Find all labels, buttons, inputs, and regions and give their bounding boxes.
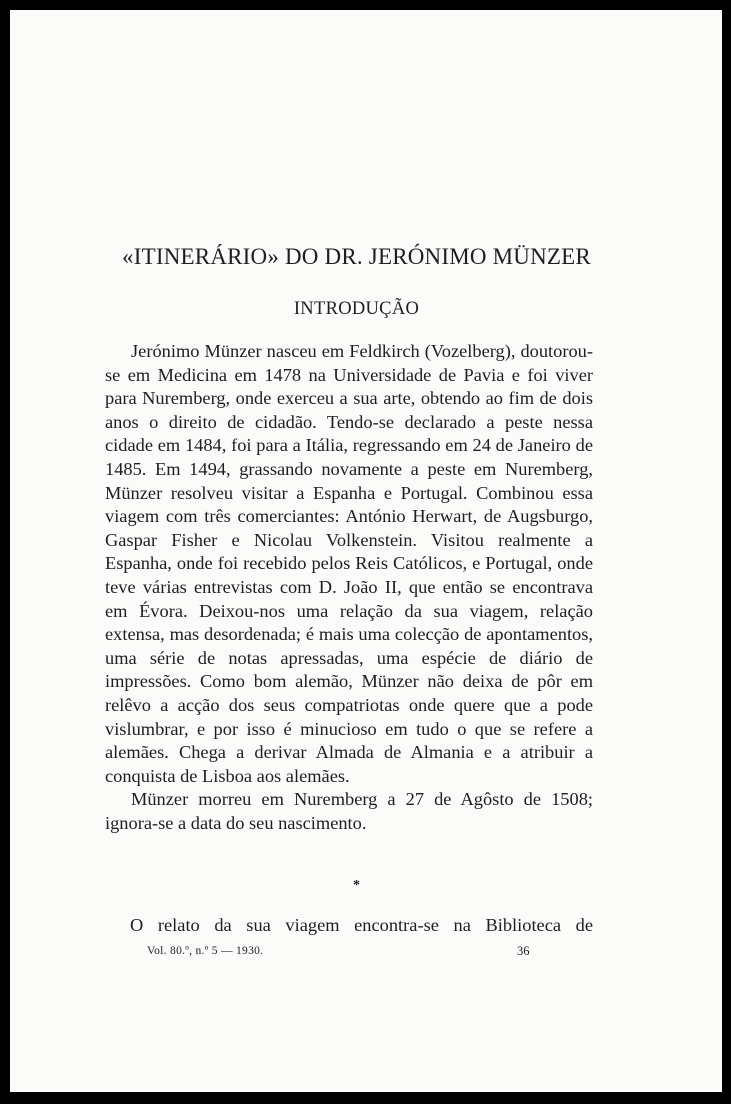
- paragraph: Münzer morreu em Nuremberg a 27 de Agôsto de 1508; ignora-se a data do seu nascimento.: [105, 789, 593, 833]
- section-heading: INTRODUÇÃO: [293, 299, 420, 319]
- volume-footer: Vol. 80.º, n.º 5 — 1930.: [147, 945, 264, 957]
- document-page: [10, 10, 722, 1092]
- paragraph: Jerónimo Münzer nasceu em Feldkirch (Vozelberg), doutorou-se em Medicina em 1478 na Universidade de Pavia e foi viver para Nuremberg, onde exerceu a sua arte, obtendo ao fim de dois anos o direito de cidadão. Tendo-se declarado a peste nessa cidade em 1484, foi para a Itália, regressando em 24 de Janeiro de 1485. Em 1494, grassando novamente a peste em Nuremberg, Münzer resolveu visitar a Espanha e Portugal. Combinou essa viagem com três comerciantes: António Herwart, de Augsburgo, Gaspar Fisher e Nicolau Volkenstein. Visitou realmente a Espanha, onde foi recebido pelos Reis Católicos, e Portugal, onde teve várias entrevistas com D. João II, que então se encontrava em Évora. Deixou-nos uma relação da sua viagem, relação extensa, mas desordenada; é mais uma colecção de apontamentos, uma série de notas apressadas, uma espécie de diário de impressões. Como bom alemão, Münzer não deixa de pôr em relêvo a acção dos seus compatriotas onde quere que a pode vislumbrar, e por isso é minucioso em tudo o que se refere a alemães. Chega a derivar Almada de Almania e a atribuir a conquista de Lisboa aos alemães.: [105, 341, 593, 786]
- signature-mark: 36: [517, 944, 530, 958]
- continuing-paragraph: O relato da sua viagem encontra-se na Biblioteca de: [130, 915, 593, 935]
- body-text: [105, 340, 593, 835]
- document-title: «ITINERÁRIO» DO DR. JERÓNIMO MÜNZER: [122, 244, 591, 269]
- section-separator: *: [353, 878, 360, 893]
